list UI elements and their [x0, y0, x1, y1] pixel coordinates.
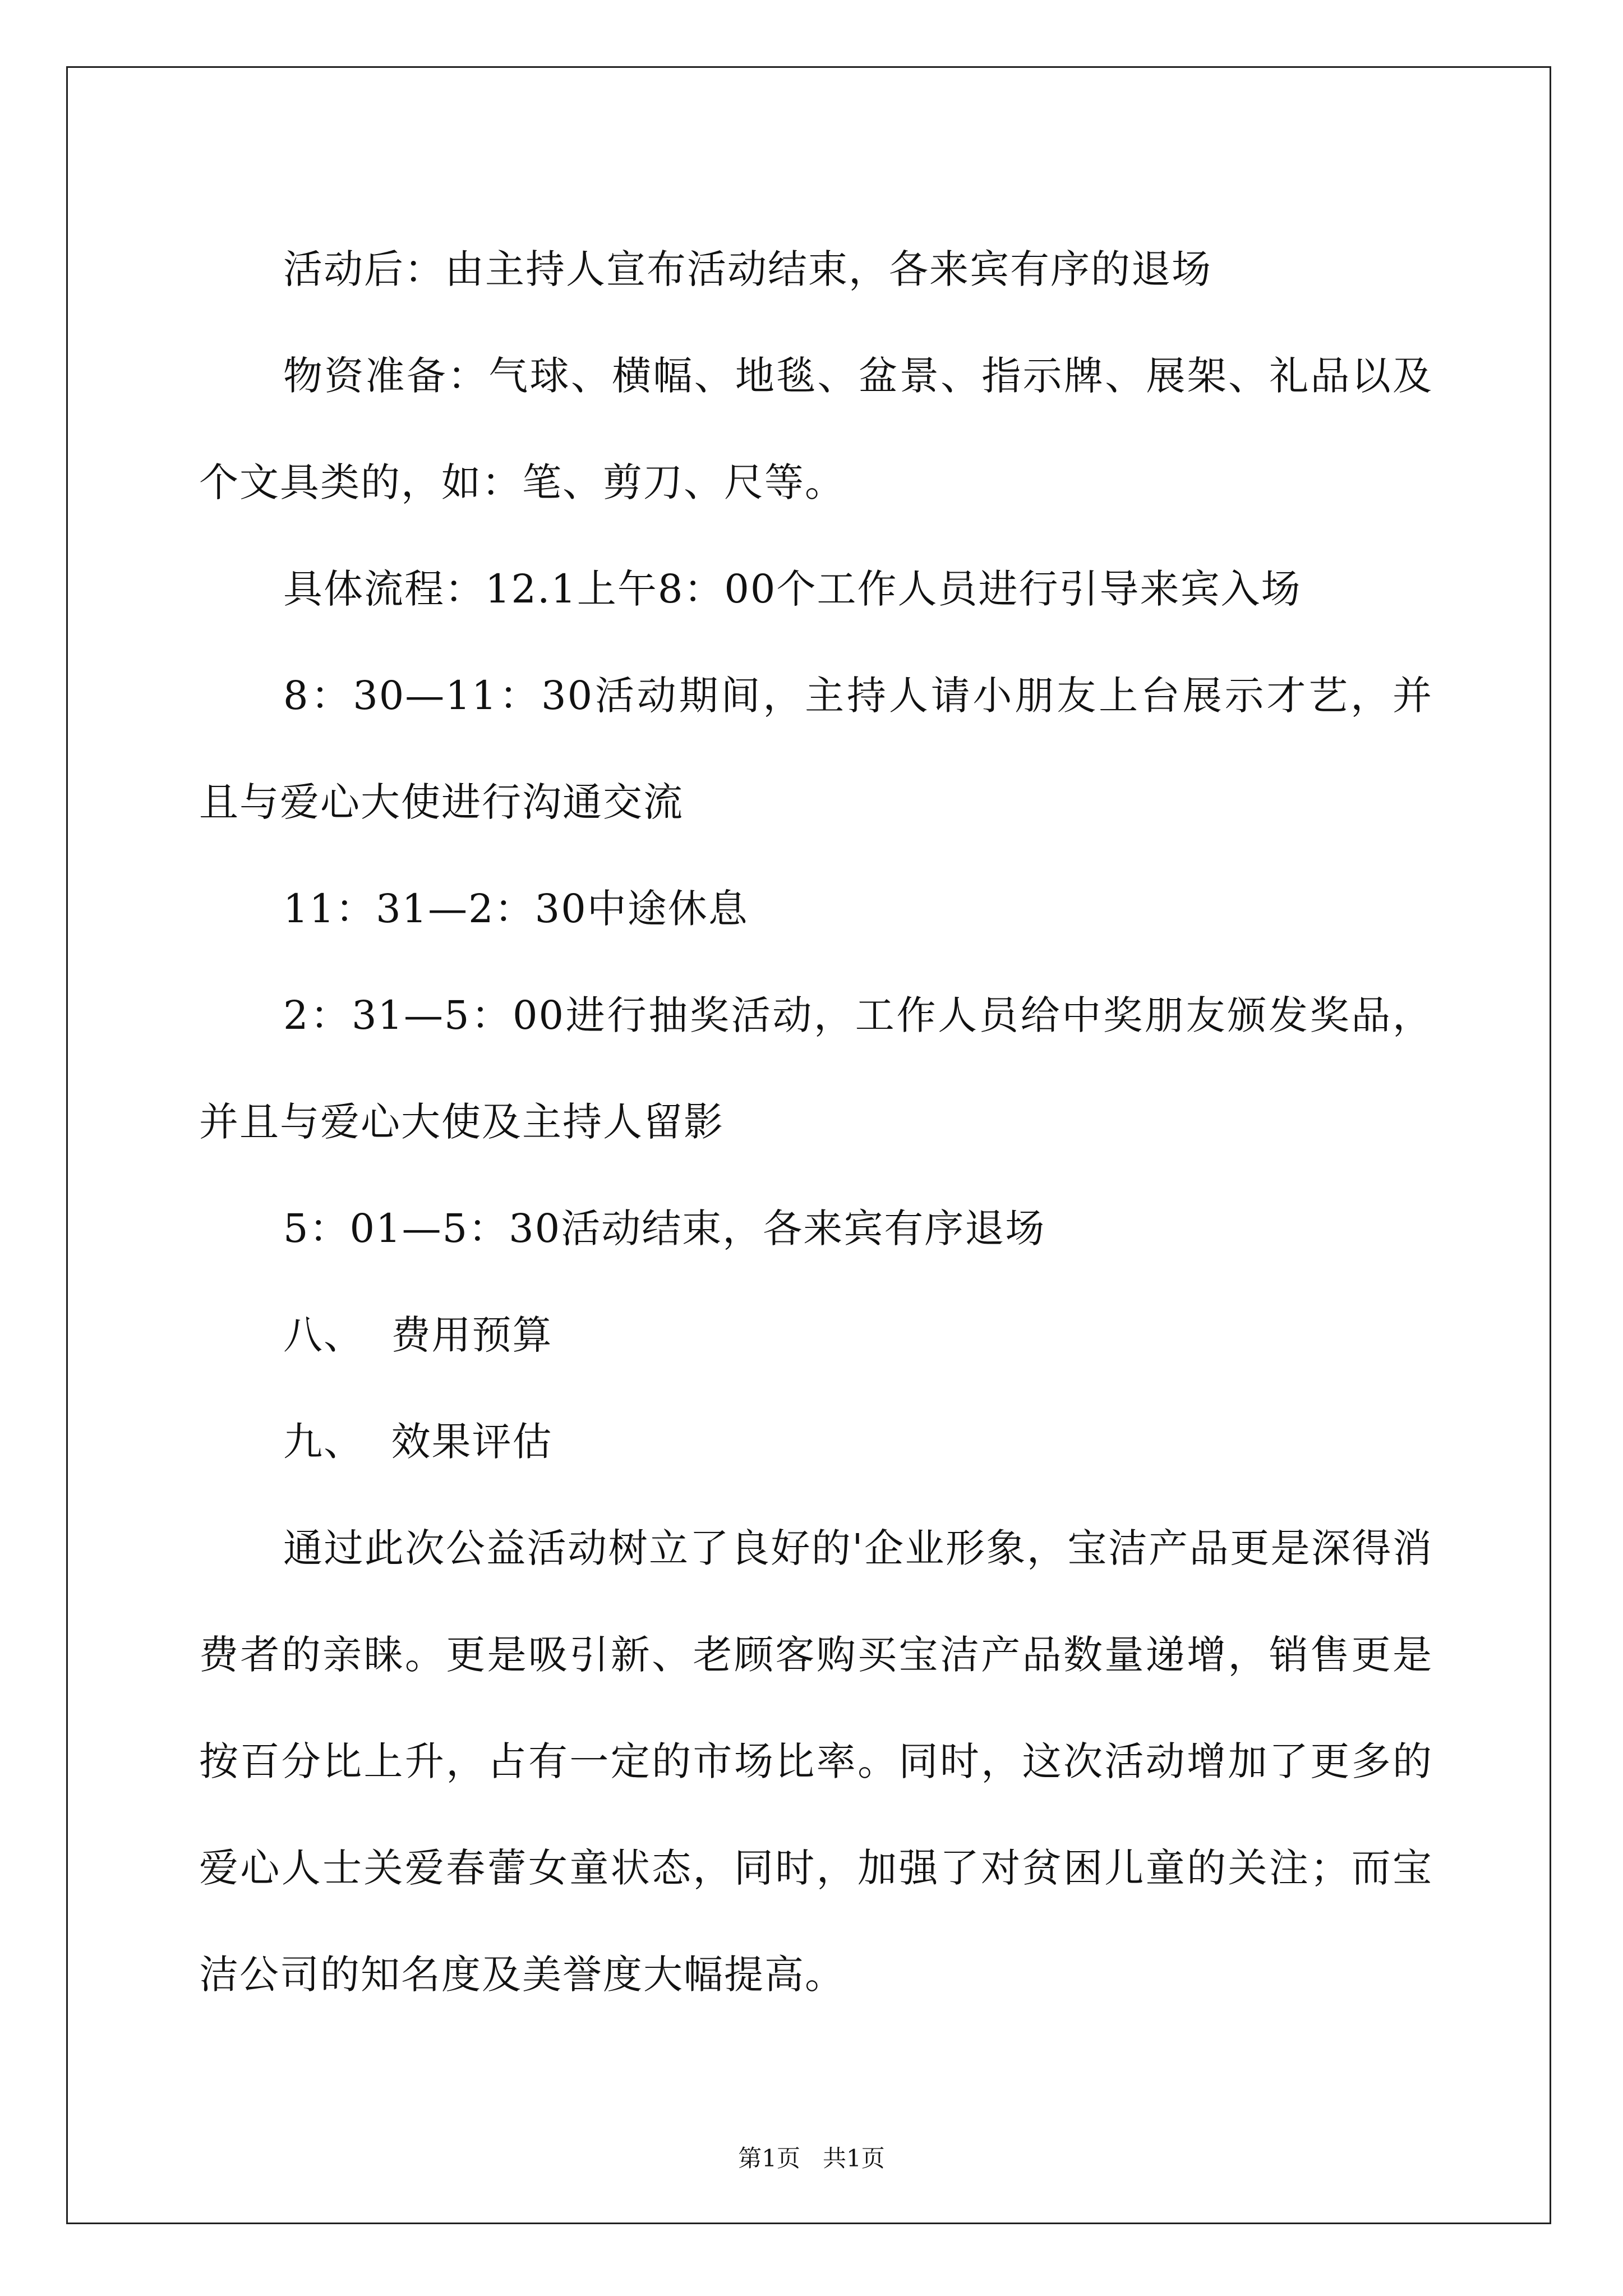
section-heading-evaluation: 九、 效果评估: [283, 1419, 553, 1465]
paragraph-evaluation-body: 通过此次公益活动树立了良好的'企业形象，宝洁产品更是深得消费者的亲睐。更是吸引新、老顾客购买宝洁产品数量递增，销售更是按百分比上升，占有一定的市场比率。同时，这次活动增加了更多的爱心人士关爱春蕾女童状态，同时，加强了对贫困儿童的关注；而宝洁公司的知名度及美誉度大幅提高。: [199, 1525, 1433, 1998]
paragraph-schedule-start: 具体流程：12.1上午8：00个工作人员进行引导来宾入场: [283, 566, 1302, 612]
paragraph-schedule-morning: 8：30—11：30活动期间，主持人请小朋友上台展示才艺，并且与爱心大使进行沟通交流: [199, 673, 1433, 825]
paragraph-activity-end: 活动后：由主持人宣布活动结束，各来宾有序的退场: [283, 246, 1212, 292]
page-footer: 第1页 共1页: [738, 2145, 885, 2172]
section-heading-budget: 八、 费用预算: [283, 1312, 553, 1358]
paragraph-schedule-end: 5：01—5：30活动结束，各来宾有序退场: [283, 1205, 1046, 1251]
paragraph-schedule-lottery: 2：31—5：00进行抽奖活动，工作人员给中奖朋友颁发奖品，并且与爱心大使及主持人留影: [199, 992, 1433, 1145]
paragraph-schedule-break: 11：31—2：30中途休息: [283, 886, 749, 932]
document-body: [199, 216, 1433, 2028]
paragraph-materials: 物资准备：气球、横幅、地毯、盆景、指示牌、展架、礼品以及个文具类的，如：笔、剪刀、尺等。: [199, 353, 1433, 505]
